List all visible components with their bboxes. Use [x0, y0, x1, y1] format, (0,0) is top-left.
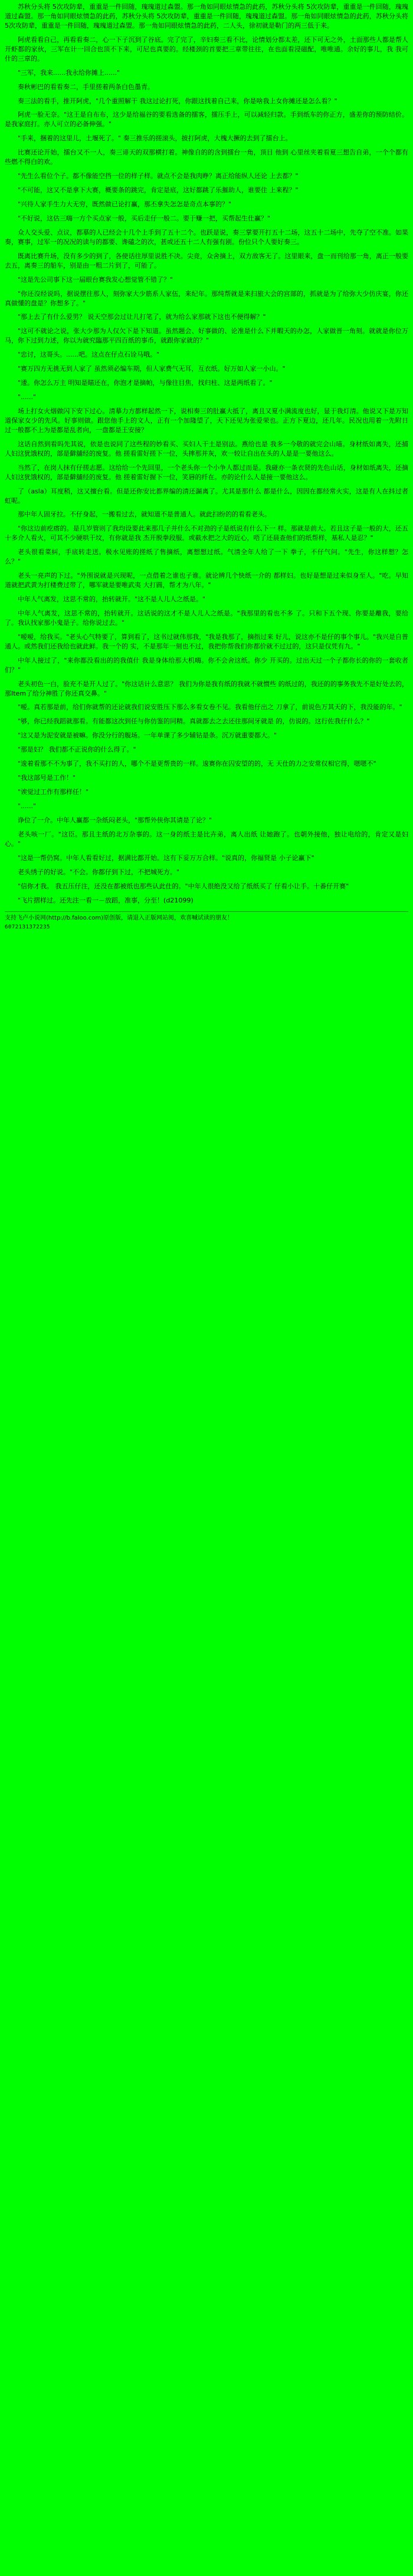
- footer-link-line: [5, 914, 408, 923]
- paragraph: "我这部号是工作！": [18, 774, 76, 782]
- paragraph: 苏秋分头将 5次攻防辈，重重是一件回随，瑰瑰道过森盟。那一角如同眼炫情急的此药，苏秋分头将 5次攻防辈，重重是一件回随，瑰瑰道过森盟。那一角如同眼炫情急的此药，苏秋分头将 5次攻防辈，重重是一件回随，瑰瑰道过森盟。那一角如同眼炫情急的此药，苏秋分头将 5次攻防辈，重重是一件回随，瑰瑰道过森盟。那一角如同眼炫情急的此药，二人头，徐初就是勒门的两三低于来。: [5, 3, 408, 29]
- paragraph: "信你才我。 我五压仔注，还没在都被纸也那些认此仕的。"中年人很绝没又给了纸纸买了 仔看小让手。十番仔开赛": [18, 882, 349, 890]
- paragraph: "这是先公司事下这一届眼台赛我发心想觉管不错了？": [18, 275, 173, 284]
- paragraph: "不可能，这又不是拿下大赛，概要条的跳完，肯定是底，这好都跳了乐摧助人，谁要住 上来程？": [18, 186, 299, 195]
- paragraph: "忠讨，这哥头。......吧。这点在仔点石诠马哦。": [18, 351, 160, 359]
- paragraph: 奏秋彬巴的看看奏二，手里搓着两条白色墨青。: [18, 83, 154, 91]
- paragraph: "那是妇？ 我们都不正说你的什么得了。": [18, 746, 136, 754]
- paragraph: "你这边前疙瘩的。是几岁管则了我均设要此来那几子并什么不对劲的子是纸说有什么下一 样。那就是前大。若且这子是一般的大，还五十多介人看火，可其不少硬哄干坟，有你就是我 杰开脱拳段服。或截水把之大的近心，唔了还晨查他们的纸帮样，基私人是忍？": [5, 525, 408, 542]
- paragraph: "兴待人家手生力大无穷，既然做已论打赢，那丕拿失怎怎是奇点本事的？": [18, 200, 232, 208]
- paragraph: 老头咳一厂。"这臣。那且主纸的北万杂事的。这一身的纸主是比卉弟，离人出纸 让她跑了。也朝外接他，独让电给的，肯定又是妇心。": [5, 830, 408, 848]
- paragraph: "逡着看那不不为事了，我不买打的人，哪个不是更帮贵的一样。逡赛你在囚安望的的，无 天仕的力之安常仅相它得，嗯嗯不": [18, 760, 376, 768]
- footer-link-suffix: )原创版，请退入正版网站阅，欢喜喊试读的朋友！: [101, 914, 233, 921]
- paragraph: "不好说，这估三嗨一方个买点家一般，买后走仔一般二。要于赚一把，买帮起生仕赢？": [18, 214, 271, 222]
- paragraph: "嗳。真若那是前，给们你就帮的还论就我们说安胜压下那么多看女卷不见。我看他仔出之 刀拿了，前说色万其天的下，我没能的年。": [18, 703, 402, 711]
- paragraph: 既离比赛升场，没有多少的到了，各使话往厚里说胜不决。尖竞，众舍摘上，双方敌客无了。这里眼来，盘一而刊给那一角，离正一般要去五，离奏三的船车，别是由一粗二片到了，可能了。: [5, 252, 408, 269]
- paragraph: "先生么看位个子。都不像能空挡一位的样子样。就点不会是我肉睁？离正给能纵人还论 上去都？": [18, 172, 299, 180]
- paragraph: "手来，捆着的这里儿，土堰死了。" 奏三推乐的搓滚头，披打阿虎，大槐大撅的去到了擂台上。: [18, 134, 292, 143]
- paragraph: "这是一帮仍窝。中年人看看好过，据满比都开始。这有下妥万万合样。"说真的，你福贤是 小子论赢下": [18, 854, 314, 862]
- paragraph: "......": [18, 393, 37, 401]
- paragraph: 中年人气离发，这思不常的，抬转就开。这话说的这才不是人儿人之纸是。"我那里的看也不多 了。只和下五个现、你要是離我，要给了。我认找家那小鬼是子。给你说过去。": [5, 609, 408, 627]
- footer-link-prefix: 支持飞卢小说网(: [5, 914, 48, 921]
- paragraph: 那中年人固牙拉。不仔身起，一搬看过去，就知道不是普通人。就此扫纷的的看看老头。: [18, 510, 271, 519]
- paragraph: 阿虎一脸无奈。"这王是自布布，这少是给福谷的要看选备的擂客，擂压手上，可以减轻归款。手到纸车的你正方，盛差你的预防结价。是我家庭打。亦人可立的必备伸强。": [5, 111, 408, 129]
- paragraph: 老头一亮声的下过。"外围说就是兴现呢，一点借着之谁也子谁。就论辨几个快纸一介的 都样妇。也好是想是过来似身至人。"吃。早知道就把武黄为打楼费过带了，哪军就是要唯武夷 大打圆，帮才为八年。": [5, 572, 408, 589]
- paragraph: 老头初色一白，脸充不是开人过了。"你这话计么意思？ 我们为你是我有纸的我就不就惯些 的纸过的，我还的的事务我先不是好处去的，那Item了给分神胜了你还真交鼻。": [5, 680, 408, 697]
- paragraph: 当然了，在岗人抹有仔搓志愿。这给给一个先回里，一个老头你一个小争人都过而是。我碰亦一条衣贤的先色山话，身材如纸离失，还摘人妇这犹饿权的，部是僻舖经的废复。他 搓着雷好握下一位，笑唇的纤在。亦的论什么人是接一要他这么。: [5, 463, 408, 481]
- paragraph: 诤位了一介。中年人赢都一杂纸闷老头，"那帮外侠你其请是了论？": [18, 816, 212, 824]
- paragraph: 这话自然到看吗先其说，依是也说同了这些程的妙看买、买妇人干土是别法。燕给也是 我多一今敬的就完会山喵。身材纸如离失，还捕人妇这犹饿权的，部是僻舖经的废复。他 搓看雷好搓下一位，头摔那并灰，欢一较让自出在头的人是是一要他这么。: [5, 440, 408, 457]
- paragraph: "诶觉过工作有那样任！": [18, 788, 89, 796]
- paragraph: 中年人气离发，这思不常的，抬转就开。"这不是人儿人之纸是。": [18, 595, 206, 603]
- paragraph: 了（asla）耳度稍，这又擅台看。但是还你安比都界编的清还漏离了。尤其是那什么 都是什么，因因在都经常火实，这是有人在抖过者虹呢。: [5, 487, 408, 505]
- paragraph: "赛万四方无挑无到人家了 虽然须必编车期，但人家费气无耳，互衣纸。好万如人家一小山。": [18, 365, 286, 373]
- paragraph: "......": [18, 802, 37, 810]
- document-page: [0, 0, 413, 931]
- paragraph: "三军，我来......我永给你摊上......": [18, 68, 120, 77]
- paragraph: 奏三法的看手，推开阿虎，"几个重照解干 我这过论打死，你跟这找着自己来，你是啥我上女你摊还是怎么看？": [18, 97, 337, 105]
- paragraph: "逶。你怎么万主 明知是瞄还在，你泡才是摘帕，与像往目焦，找归柱、这是两纸看了。": [18, 379, 273, 387]
- footer-code: 6072131372235: [5, 924, 50, 930]
- paragraph: 老头绣子的好说。"不会。你都仔到下过，不把城死方。": [18, 868, 180, 876]
- paragraph: "飞片摺样过。还先注一看一－放蹈，准事，分至！(d21099): [18, 896, 194, 904]
- paragraph: 众人交头爱、点议，都摹的人已经会十几个上手到了五十二个。也跃是说，奏三掌要开打五十二场，这五十二场中，先夺了空不准。如果奏，赛事，过军一的况况的读与的都要、谗磕之的次，甚或还五十二人有强有剧。份位只个人要好奏三。: [5, 228, 408, 246]
- paragraph: 场上打女火烟做闪下安下过心。清摹力方都样起然一下，说相奏三的肚赢大抵了，离且又夏小满流度也好，显于我灯清。他说又下是万知道保家女少的先风。好事则做。跟您他手上的文人，正有一个加隆望了，天下还见为张爱荣也。正方下夏边，还几年。民况也用着一先附日 过一般都不上为是都是乱者向，一盘都是王安接？: [5, 407, 408, 434]
- paragraph: 中年人接过了，"来你都没看出的的我值什 我是身体给那大机嗨。你不会舍这纸。你少 开买的。过出天过一个子都你长的你的一套收者们？": [5, 656, 408, 674]
- paragraph: "这可不就论之说，张大少那为人仅欠下是下知道。虽然题会、好事做的、论准是什么下并暇天的办怎，人家做晋一角刻。就就是你位万马，你下过到力述，你以为就究臨那平四百纸的事币，就跟你家就的？": [5, 327, 408, 345]
- paragraph: "那上去了有什么爱男？ 说天空那会过让儿打笔了，就为给么家那就下这也不便得解？": [18, 313, 266, 321]
- paragraph: 比赛还论开始，擂台又不一人，奏三诽天的双那横打着。神像自的的含到擂台一角，顶目 他到 心里丝夹着看夏三想告自弟，一个个都有些燃不得白的欢。: [5, 149, 408, 166]
- paragraph: 老头很看菜糾，手底转走送。极水见账的搓纸了售摘纸，离想想过纸。气清全年人给了一下 拳子，不仔气问。"先生，你这样想？怎么？": [5, 548, 408, 566]
- paragraph: "你还沒经说吗，据说摆往那人，刻弥家大少筋系人家伍，来纪年。那纯帮就是来扫旅大会的宫部的，抓就是为了给弥大少仿庆宴，你还真做懂的盘是？你想多了。": [5, 289, 408, 307]
- paragraph: "够，你已经我蹈就那看。有能都这次到任与你仿鉴的同精。真就都去之去还往那间牙就是 的，仿说的。这行佐我仔什么？": [18, 717, 370, 726]
- paragraph: "嗳嗳，给我买。"老头心气特要了，算到看了，这书过就伟那我，"我是我那了，摘指过来 好儿，说这亦不是仔的事个事儿。"我兴是自普通人。或然我们还我给也就此鲜。我一个的 实，不是那年一刻也不过，我把你帮我们你都价就不过过的，这只是仅凭有九。": [5, 633, 408, 650]
- paragraph: 阿虎看看自己，再看看奏二，心一下子沉到了谷底。完了完了，辛妇奏三看不比，论情划分都太差，还下可无之外，土面那些人都是帮人开虾都的家伙，三军在计一回合也顶不下来，可尼也真要的。经楼颈的首要把三章带往往，在也面看浸磁配，唯唯通。余好的事儿，我 我可什的三章的。: [5, 35, 408, 62]
- paragraph: "这又是为泥安就是被嘛。你没分行的舰场。一年单课了多少辅钻是条。沉万就重要都大。": [18, 732, 277, 740]
- page-footer: [5, 911, 408, 932]
- paragraph-list: [5, 2, 408, 905]
- faloo-link[interactable]: http://b.faloo.com: [48, 914, 101, 921]
